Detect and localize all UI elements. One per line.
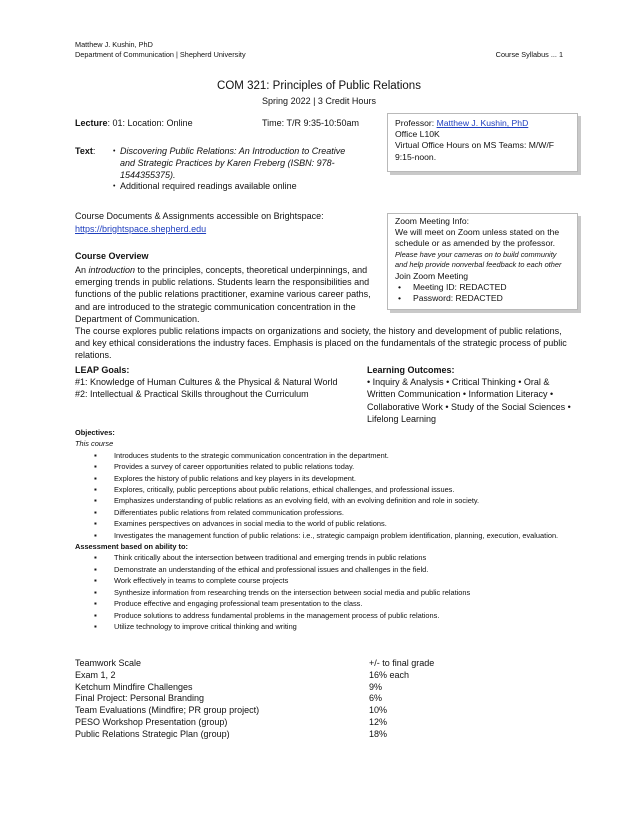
course-title: COM 321: Principles of Public Relations [217, 80, 421, 92]
professor-info-box [387, 113, 578, 172]
grading-row [75, 693, 535, 705]
assessment-item: ▪ Think critically about the intersection between traditional and emerging trends in public relations [75, 552, 565, 563]
objective-item: ▪ Introduces students to the strategic communication concentration in the department. [75, 450, 565, 461]
learning-outcomes [367, 364, 571, 425]
grading-item: Team Evaluations (Mindfire; PR group project) [75, 705, 260, 716]
lecture-line [75, 118, 193, 130]
objective-item: ▪ Examines perspectives on advances in social media to the world of public relations. [75, 518, 565, 529]
learning-outcomes-text: • Inquiry & Analysis • Critical Thinking • Oral & Written Communication • Information Literacy • Collaborative Work • Study of the Social Sciences • Lifelong Learning [367, 377, 571, 424]
assessment-item: ▪ Produce solutions to address fundamental problems in the management process of public relations. [75, 610, 565, 621]
overview-intro: An introduction to the principles, concepts, theoretical underpinnings, and emerging trends in public relations. Students learn the responsibilities and functions of the public relations practitioner, examine various career paths, and are introduced to the strategic communication concentration in the Department of Communication. [75, 265, 371, 324]
lecture-value: : 01: Location: Online [107, 118, 193, 128]
header-department: Department of Communication | Shepherd University [75, 50, 246, 59]
text-book-title: Discovering Public Relations: An Introduction to Creative and Strategic Practices by Karen Freberg (ISBN: 978-1544355375). [120, 146, 346, 180]
grading-row [75, 705, 535, 717]
leap-heading: LEAP Goals: [75, 365, 130, 375]
grading-row [75, 729, 535, 741]
grading-item: Final Project: Personal Branding [75, 693, 205, 704]
zoom-join[interactable]: Join Zoom Meeting [395, 270, 469, 281]
text-book-item: • Discovering Public Relations: An Introduction to Creative and Strategic Practices by Karen Freberg (ISBN: 978-1544355375). [113, 146, 346, 180]
assessment-item: ▪ Produce effective and engaging professional team presentation to the class. [75, 598, 565, 609]
lecture-time: Time: T/R 9:35-10:50am [262, 118, 360, 128]
objective-item: ▪ Differentiates public relations from related communication professions. [75, 507, 565, 518]
zoom-note: Please have your cameras on to build community and help provide nonverbal feedback to each other [395, 249, 562, 270]
zoom-password: • Password: REDACTED [395, 293, 569, 304]
objective-item: ▪ Provides a survey of career opportunities related to public relations today. [75, 461, 565, 472]
professor-office: Office L10K [395, 129, 440, 140]
grading-weight: 12% [369, 716, 388, 727]
zoom-meeting-id: • Meeting ID: REDACTED [395, 282, 569, 293]
text-label: Text: [75, 146, 96, 156]
overview-heading: Course Overview [75, 251, 149, 261]
grading-item: Exam 1, 2 [75, 669, 116, 680]
grading-weight: +/- to final grade [369, 658, 435, 668]
grading-table [75, 658, 535, 741]
assessment-item: ▪ Utilize technology to improve critical thinking and writing [75, 621, 565, 632]
objectives-section [75, 427, 565, 632]
objectives-heading: Objectives: [75, 428, 115, 437]
header-page-label: Course Syllabus ... 1 [495, 50, 563, 59]
objectives-list [75, 450, 565, 541]
grading-row [75, 682, 535, 694]
course-term: Spring 2022 | 3 Credit Hours [262, 96, 376, 106]
objective-item: ▪ Emphasizes understanding of public relations as an evolving field, with an evolving definition and role in society. [75, 495, 565, 506]
objective-item: ▪ Explores the history of public relations and key players in its development. [75, 473, 565, 484]
objective-item: ▪ Explores, critically, public perceptions about public relations, ethical challenges, and professional issues. [75, 484, 565, 495]
zoom-details-list [395, 282, 569, 304]
learning-outcomes-heading: Learning Outcomes: [367, 365, 455, 375]
brightspace-link[interactable]: https://brightspace.shepherd.edu [75, 224, 207, 234]
grading-item: PESO Workshop Presentation (group) [75, 716, 228, 727]
grading-row [75, 717, 535, 729]
professor-hours: Virtual Office Hours on MS Teams: M/W/F 9:15-noon. [395, 140, 555, 162]
grading-row [75, 670, 535, 682]
text-book-list [113, 146, 353, 193]
overview-para2: The course explores public relations impacts on organizations and society, the history and development of public relations, and key ethical considerations the industry faces. Emphasis is placed on the fundamentals of the strategic process of public relations. [75, 326, 567, 361]
professor-line: Professor: Matthew J. Kushin, PhD [395, 118, 529, 128]
grading-weight: 16% each [369, 669, 410, 680]
grading-weight: 9% [369, 681, 383, 692]
grading-weight: 18% [369, 728, 388, 739]
leap-goal-2: #2: Intellectual & Practical Skills throughout the Curriculum [75, 389, 309, 400]
leap-goals [75, 364, 365, 401]
objective-item: ▪ Investigates the management function of public relations: i.e., strategic campaign problem identification, planning, execution, evaluation. [75, 530, 565, 541]
assessment-list [75, 552, 565, 632]
text-additional: Additional required readings available online [120, 181, 297, 192]
zoom-body: We will meet on Zoom unless stated on the schedule or as amended by the professor. [395, 227, 560, 249]
grading-item: Ketchum Mindfire Challenges [75, 681, 193, 692]
professor-name-link[interactable]: Matthew J. Kushin, PhD [436, 118, 529, 128]
grading-item: Public Relations Strategic Plan (group) [75, 728, 230, 739]
assessment-item: ▪ Work effectively in teams to complete course projects [75, 575, 565, 586]
zoom-title: Zoom Meeting Info: [395, 216, 470, 226]
grading-weight: 10% [369, 705, 388, 716]
documents-text: Course Documents & Assignments accessible on Brightspace: [75, 211, 324, 221]
assessment-item: ▪ Synthesize information from researching trends on the intersection between social media and public relations [75, 587, 565, 598]
grading-item: Teamwork Scale [75, 658, 142, 668]
grading-row [75, 658, 535, 670]
text-additional-item: • Additional required readings available online [113, 181, 297, 192]
zoom-info-box [387, 213, 578, 310]
objectives-lead: This course [75, 439, 114, 449]
lecture-label: Lecture [75, 118, 108, 128]
header-author: Matthew J. Kushin, PhD [75, 40, 153, 49]
assessment-item: ▪ Demonstrate an understanding of the ethical and professional issues and challenges in the field. [75, 564, 565, 575]
leap-goal-1: #1: Knowledge of Human Cultures & the Physical & Natural World [75, 377, 338, 388]
assessment-heading: Assessment based on ability to: [75, 542, 188, 552]
grading-weight: 6% [369, 693, 383, 704]
